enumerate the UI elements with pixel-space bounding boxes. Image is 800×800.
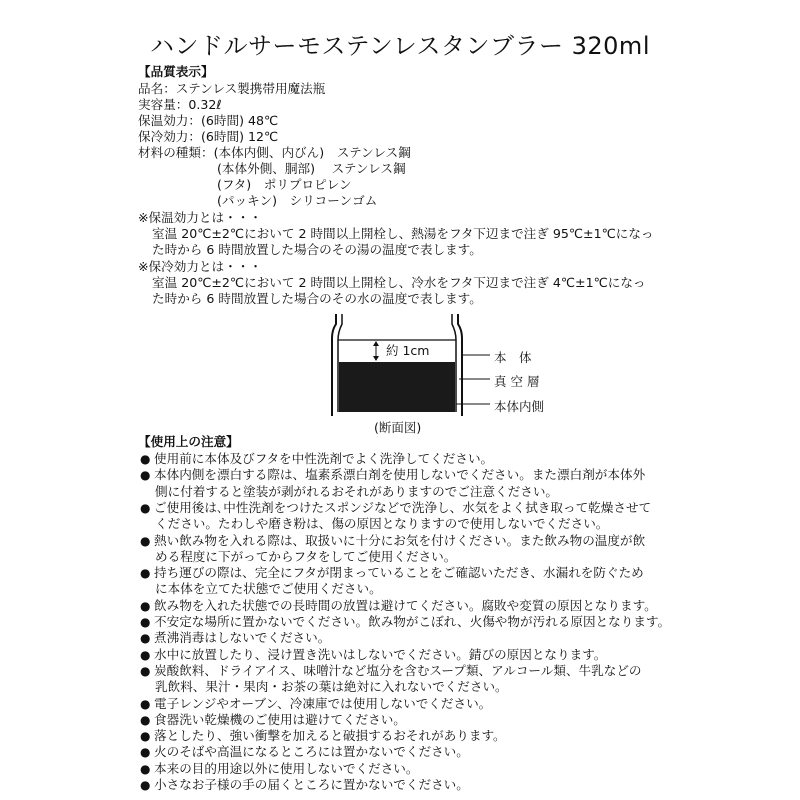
- caution-item: [140, 712, 406, 728]
- page-title: ハンドルサーモステンレスタンブラー 320ml: [150, 32, 650, 60]
- bullet-icon: ●: [140, 761, 151, 776]
- bullet-icon: ●: [140, 663, 151, 678]
- caution-text-continued: 側に付着すると塗装が剥がれるおそれがありますのでご注意ください。: [155, 483, 558, 499]
- caution-text: 不安定な場所に置かないでください。飲み物がこぼれ、火傷や物が汚れる原因となります。: [154, 614, 671, 629]
- caution-item: [140, 614, 670, 630]
- caution-text: 食器洗い乾燥機のご使用は避けてください。: [154, 711, 406, 727]
- cross-section-diagram: [318, 308, 558, 433]
- heat-note-line: た時から 6 時間放置した場合のその湯の温度で表します。: [152, 242, 482, 257]
- caution-item: [140, 728, 506, 744]
- heat-note-heading: ※保温効力とは・・・: [138, 210, 262, 225]
- bullet-icon: ●: [140, 696, 151, 711]
- bullet-icon: ●: [140, 615, 151, 629]
- caution-item: [140, 647, 606, 663]
- caution-text-continued: ください。たわしや磨き粉は、傷の原因となりますので使用しないでください。: [155, 516, 609, 532]
- outer-wall-left: [332, 314, 336, 416]
- outer-wall-right: [458, 314, 462, 416]
- bullet-icon: ●: [140, 452, 151, 466]
- caution-item: [140, 598, 657, 614]
- caution-text: 本来の目的用途以外に使用しないでください。: [154, 760, 419, 776]
- caution-text: 持ち運びの際は、完全にフタが閉まっていることをご確認いただき、水漏れを防ぐため: [154, 565, 644, 581]
- caution-item: [140, 663, 642, 679]
- caution-text: 本体内側を漂白する際は、塩素系漂白剤を使用しないでください。また漂白剤が本体外: [154, 467, 646, 483]
- caution-item: [140, 696, 491, 712]
- caution-item: [140, 451, 493, 467]
- bullet-icon: ●: [140, 712, 151, 727]
- caution-text: 熱い飲み物を入れる際は、取扱いに十分にお気を付けください。また飲み物の温度が飲: [154, 532, 646, 548]
- cold-note-line: 室温 20℃±2℃において 2 時間以上開栓し、冷水をフタ下辺まで注ぎ 4℃±1℃になっ: [152, 275, 646, 290]
- bullet-icon: ●: [140, 566, 151, 581]
- caution-text: 煮沸消毒はしないでください。: [154, 630, 331, 646]
- material-item: (フタ) ポリプロピレン: [217, 177, 352, 192]
- cold-label: 保冷効力：: [138, 129, 201, 144]
- gap-arrow-head: [373, 341, 379, 346]
- caution-text-continued: 乳飲料、果汁・果肉・お茶の葉は絶対に入れないでください。: [155, 679, 508, 695]
- bullet-icon: ●: [140, 533, 151, 548]
- caution-heading: 【使用上の注意】: [138, 434, 239, 449]
- liquid-fill: [339, 362, 455, 412]
- cold-value: (6時間) 12℃: [200, 129, 279, 144]
- bullet-icon: ●: [140, 778, 151, 792]
- bullet-icon: ●: [140, 500, 151, 515]
- caution-text: 火のそばや高温になるところには置かないでください。: [154, 744, 469, 760]
- quality-heading: 【品質表示】: [138, 64, 214, 79]
- caution-text: 落としたり、強い衝撃を加えると破損するおそれがあります。: [154, 728, 506, 744]
- caution-item: [140, 761, 418, 777]
- label-vacuum: 真 空 層: [494, 374, 540, 389]
- capacity-value: 0.32ℓ: [188, 97, 222, 112]
- caution-text: 水中に放置したり、浸け置き洗いはしないでください。錆びの原因となります。: [154, 646, 607, 662]
- heat-value: (6時間) 48℃: [200, 113, 279, 128]
- cold-row: [138, 129, 278, 145]
- bullet-icon: ●: [140, 598, 151, 613]
- caution-text: 使用前に本体及びフタを中性洗剤でよく洗浄してください。: [154, 451, 494, 466]
- caution-text: 飲み物を入れた状態での長時間の放置は避けてください。腐敗や変質の原因となります。: [154, 597, 657, 613]
- heat-note-line: 室温 20℃±2℃において 2 時間以上開栓し、熱湯をフタ下辺まで注ぎ 95℃±1℃になっ: [152, 226, 654, 241]
- caution-text: 電子レンジやオーブン、冷凍庫では使用しないでください。: [154, 695, 492, 711]
- bullet-icon: ●: [140, 468, 151, 483]
- bullet-icon: ●: [140, 647, 151, 662]
- capacity-row: [138, 97, 222, 113]
- bullet-icon: ●: [140, 729, 151, 744]
- caution-item: [140, 500, 651, 516]
- cold-note-line: た時から 6 時間放置した場合のその水の温度で表します。: [152, 291, 482, 306]
- caution-item: [140, 467, 645, 483]
- gap-label: 約 1cm: [386, 343, 430, 358]
- caution-text: 小さなお子様の手の届くところに置かないでください。: [154, 777, 469, 792]
- diagram-caption: (断面図): [374, 420, 422, 435]
- bullet-icon: ●: [140, 631, 151, 646]
- product-name: 品名：ステンレス製携帯用魔法瓶: [138, 81, 326, 96]
- materials-row: [138, 145, 411, 161]
- materials-label: 材料の種類：: [138, 145, 214, 160]
- bullet-icon: ●: [140, 745, 151, 760]
- material-item: (パッキン) シリコーンゴム: [217, 193, 378, 208]
- caution-item: [140, 565, 644, 581]
- cold-note-heading: ※保冷効力とは・・・: [138, 259, 262, 274]
- caution-text-continued: める程度に下がってからフタをしてご使用ください。: [155, 548, 457, 564]
- caution-text: ご使用後は､中性洗剤をつけたスポンジなどで洗浄し、水気をよく拭き取って乾燥させて: [154, 499, 652, 515]
- heat-label: 保温効力：: [138, 113, 201, 128]
- caution-item: [140, 744, 469, 760]
- caution-item: [140, 533, 645, 549]
- caution-text: 炭酸飲料、ドライアイス、味噌汁など塩分を含むスープ類、アルコール類、牛乳などの: [154, 662, 642, 678]
- gap-arrow-tail: [373, 356, 379, 361]
- caution-item: [140, 777, 469, 793]
- heat-row: [138, 113, 278, 129]
- material-item: (本体内側、内びん) ステンレス鋼: [213, 145, 411, 160]
- label-inner: 本体内側: [494, 399, 545, 414]
- caution-item: [140, 630, 330, 646]
- material-item: (本体外側、胴部) ステンレス鋼: [217, 161, 406, 176]
- label-body: 本 体: [494, 350, 532, 365]
- caution-text-continued: に本体を立てた状態でご使用ください。: [155, 581, 382, 597]
- capacity-label: 実容量：: [138, 97, 189, 112]
